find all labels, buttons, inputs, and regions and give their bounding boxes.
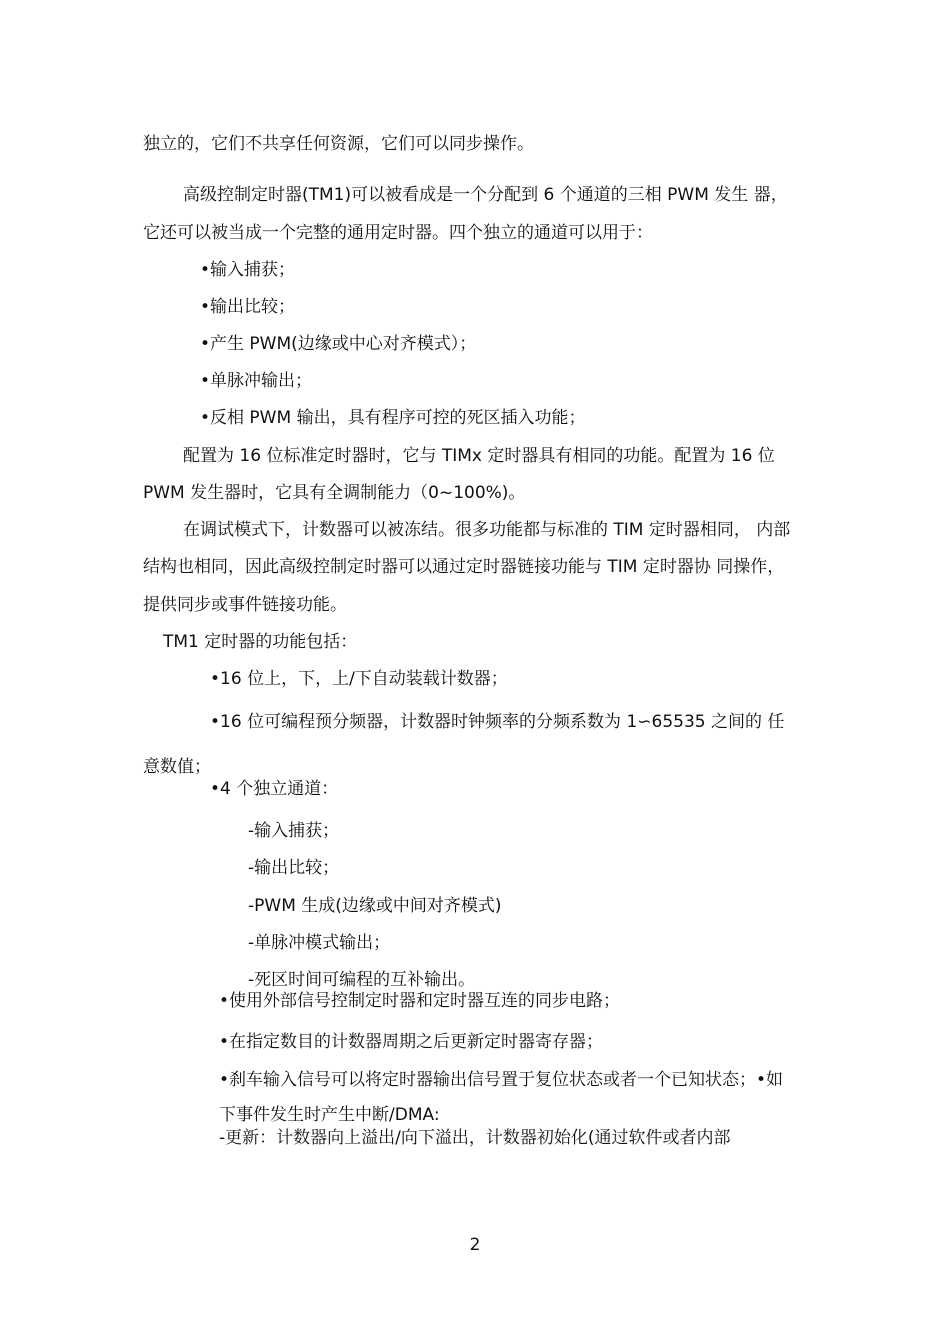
sub-item: -输出比较； [248,858,340,878]
sub-item: -死区时间可编程的互补输出。 [248,970,476,990]
text-line-3: 它还可以被当成一个完整的通用定时器。四个独立的通道可以用于： [143,223,653,243]
bullet-item: •输出比较； [200,297,296,317]
text-line-27: 下事件发生时产生中断/DMA: [219,1105,440,1125]
bullet-item: •使用外部信号控制定时器和定时器互连的同步电路； [219,991,621,1011]
text-line-11: 在调试模式下，计数器可以被冻结。很多功能都与标准的 TIM 定时器相同， 内部 [183,520,791,540]
bullet-item: •16 位上，下，上/下自动装载计数器； [210,669,508,689]
bullet-item: •单脉冲输出； [200,371,313,391]
bullet-item: •输入捕获； [200,260,296,280]
text-line-2: 高级控制定时器(TM1)可以被看成是一个分配到 6 个通道的三相 PWM 发生 器， [183,185,788,205]
page-number: 2 [469,1235,481,1255]
text-line-1: 独立的，它们不共享任何资源，它们可以同步操作。 [143,134,534,154]
bullet-item: •4 个独立通道： [210,779,339,799]
text-line-28: -更新：计数器向上溢出/向下溢出，计数器初始化(通过软件或者内部 [219,1128,731,1148]
bullet-item: •刹车输入信号可以将定时器输出信号置于复位状态或者一个已知状态；•如 [219,1070,784,1090]
sub-item: -单脉冲模式输出； [248,933,391,953]
text-line-9: 配置为 16 位标准定时器时，它与 TIMx 定时器具有相同的功能。配置为 16 位 [183,446,775,466]
sub-item: -输入捕获； [248,821,340,841]
text-line-13: 提供同步或事件链接功能。 [143,595,347,615]
bullet-item: •反相 PWM 输出，具有程序可控的死区插入功能； [200,408,586,428]
section-heading: TM1 定时器的功能包括： [163,632,358,652]
bullet-item: •16 位可编程预分频器，计数器时钟频率的分频系数为 1∽65535 之间的 任 [210,712,785,732]
text-line-17: 意数值； [143,757,211,777]
bullet-item: •产生 PWM(边缘或中心对齐模式）； [200,334,477,354]
bullet-item: •在指定数目的计数器周期之后更新定时器寄存器； [219,1032,604,1052]
text-line-12: 结构也相同，因此高级控制定时器可以通过定时器链接功能与 TIM 定时器协 同操作， [143,557,785,577]
sub-item: -PWM 生成(边缘或中间对齐模式) [248,896,502,916]
text-line-10: PWM 发生器时，它具有全调制能力（0~100%)。 [143,483,526,503]
